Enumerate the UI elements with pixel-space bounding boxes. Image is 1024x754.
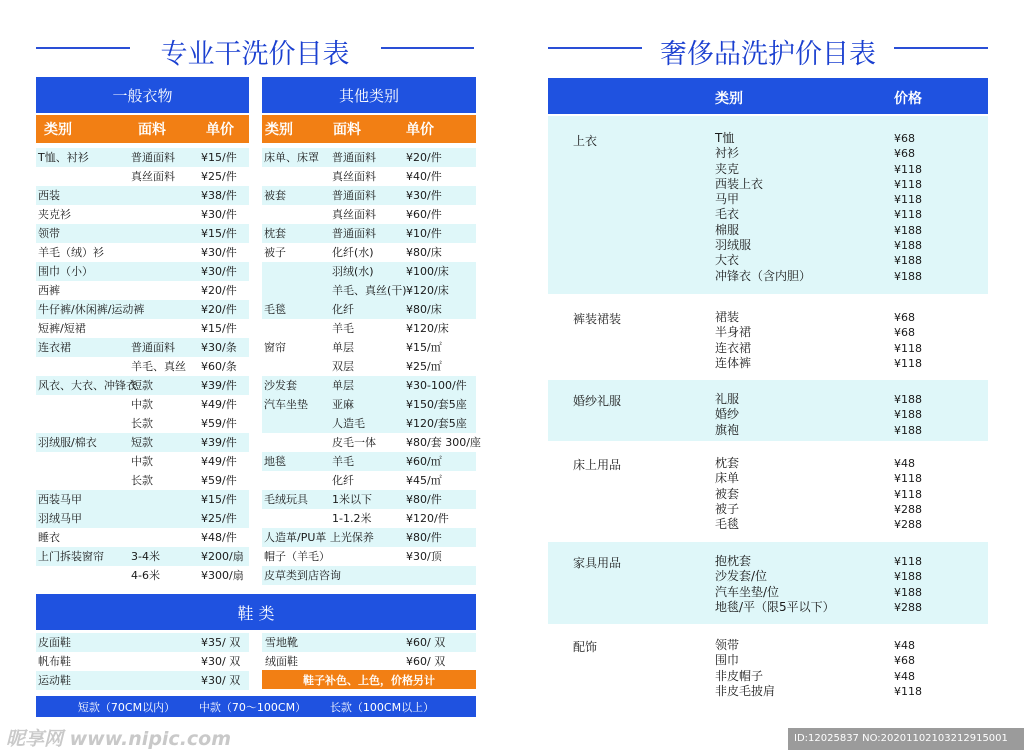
row-price: ¥30/ 双 xyxy=(201,655,241,668)
table-row xyxy=(262,471,476,490)
table-row xyxy=(262,376,476,395)
row-fabric: 单层 xyxy=(332,341,354,354)
table-row xyxy=(36,452,249,471)
row-price: ¥60/ 双 xyxy=(406,636,446,649)
row-price: ¥200/扇 xyxy=(201,550,244,563)
row-category: 沙发套 xyxy=(264,379,297,392)
row-category: 被子 xyxy=(264,246,286,259)
row-fabric: 亚麻 xyxy=(332,398,354,411)
table-row xyxy=(262,205,476,224)
group-category: 家具用品 xyxy=(573,556,622,570)
row-category: 上门拆装窗帘 xyxy=(38,550,104,563)
row-price: ¥35/ 双 xyxy=(201,636,241,649)
size-long: 长款（100CM以上） xyxy=(329,700,435,714)
item-name: 毛毯 xyxy=(715,517,740,532)
item-name: 沙发套/位 xyxy=(715,569,768,584)
row-price: ¥39/件 xyxy=(201,379,237,392)
item-name: 旗袍 xyxy=(715,422,740,437)
row-category: 短裤/短裙 xyxy=(38,322,86,335)
row-price: ¥60/件 xyxy=(406,208,442,221)
col-price: 单价 xyxy=(406,122,434,138)
row-fabric: 化纤(水) xyxy=(332,246,374,259)
row-fabric: 中款 xyxy=(131,455,153,468)
item-price: ¥118 xyxy=(894,356,922,370)
row-category: 领带 xyxy=(38,227,60,240)
group-items xyxy=(715,392,739,438)
row-category: 雪地靴 xyxy=(265,636,298,649)
item-name: 礼服 xyxy=(715,392,740,406)
row-price: ¥30/件 xyxy=(406,189,442,202)
row-category: 西装 xyxy=(38,189,60,202)
item-price: ¥48 xyxy=(894,669,915,683)
shoes-note: 鞋子补色、上色，价格另计 xyxy=(262,670,476,689)
row-category: 窗帘 xyxy=(264,341,286,354)
item-price: ¥188 xyxy=(894,223,922,237)
item-price: ¥68 xyxy=(894,326,915,340)
table-row xyxy=(262,528,476,547)
item-name: 衬衫 xyxy=(715,146,740,161)
table-row xyxy=(36,300,249,319)
item-name: 地毯/平（限5平以下） xyxy=(715,599,835,614)
table-row xyxy=(36,395,249,414)
watermark-id: ID:12025837 NO:20201102103212915001 xyxy=(788,728,1024,750)
item-name: 连衣裙 xyxy=(715,340,752,355)
table-row xyxy=(36,281,249,300)
item-name: 床单 xyxy=(715,471,740,486)
item-price: ¥188 xyxy=(894,585,922,599)
item-price: ¥188 xyxy=(894,423,922,437)
row-price: ¥15/件 xyxy=(201,227,237,240)
group-category: 配饰 xyxy=(573,640,598,654)
size-legend xyxy=(36,696,476,717)
col-price: 单价 xyxy=(206,122,234,138)
row-price: ¥80/件 xyxy=(406,493,442,506)
item-price: ¥68 xyxy=(894,654,915,668)
row-price: ¥120/床 xyxy=(406,284,449,297)
row-category: 绒面鞋 xyxy=(265,655,298,668)
row-fabric: 化纤 xyxy=(332,303,354,316)
item-name: 被套 xyxy=(715,486,740,501)
col-category: 类别 xyxy=(265,122,293,138)
item-price: ¥118 xyxy=(894,341,922,355)
table-row xyxy=(262,395,476,414)
row-category: 被套 xyxy=(264,189,286,202)
table-row xyxy=(262,633,476,652)
row-price: ¥20/件 xyxy=(201,284,237,297)
item-name: 枕套 xyxy=(715,456,740,470)
row-fabric: 中款 xyxy=(131,398,153,411)
row-price: ¥80/床 xyxy=(406,303,442,316)
item-name: 非皮帽子 xyxy=(715,668,764,683)
row-price: ¥30/件 xyxy=(201,208,237,221)
row-price: ¥30/ 双 xyxy=(201,674,241,687)
row-category: 风衣、大衣、冲锋衣 xyxy=(38,379,137,392)
row-price: ¥30/条 xyxy=(201,341,237,354)
item-price: ¥48 xyxy=(894,639,915,652)
row-fabric: 短款 xyxy=(131,379,153,392)
group-category: 床上用品 xyxy=(573,458,622,472)
group-prices xyxy=(894,392,922,438)
table-row xyxy=(36,338,249,357)
row-category: 夹克衫 xyxy=(38,208,71,221)
row-fabric: 羊毛 xyxy=(332,322,354,335)
table-row xyxy=(36,547,249,566)
row-fabric: 普通面料 xyxy=(332,189,376,202)
row-fabric: 4-6米 xyxy=(131,569,160,582)
right-title: 奢侈品洗护价目表 xyxy=(660,39,876,70)
table-row xyxy=(36,262,249,281)
row-price: ¥59/件 xyxy=(201,417,237,430)
watermark-logo: 昵享网 www.nipic.com xyxy=(6,728,232,750)
row-price: ¥80/套 300/座 xyxy=(406,436,481,449)
table-row xyxy=(262,547,476,566)
item-price: ¥118 xyxy=(894,193,922,207)
col-fabric: 面料 xyxy=(333,122,361,138)
row-price: ¥80/床 xyxy=(406,246,442,259)
item-name: 抱枕套 xyxy=(715,554,752,568)
table-row xyxy=(262,357,476,376)
row-category: 帆布鞋 xyxy=(38,655,71,668)
row-fabric: 普通面料 xyxy=(131,151,175,164)
item-name: 被子 xyxy=(715,501,740,516)
row-price: ¥49/件 xyxy=(201,398,237,411)
row-price: ¥15/件 xyxy=(201,493,237,506)
title-line xyxy=(36,47,130,49)
row-category: 羊毛（绒）衫 xyxy=(38,246,104,259)
item-name: 西装上衣 xyxy=(715,176,764,191)
table-row xyxy=(36,205,249,224)
row-category: 西裤 xyxy=(38,284,60,297)
row-price: ¥30/件 xyxy=(201,246,237,259)
table-row xyxy=(262,186,476,205)
table-row xyxy=(262,566,476,585)
row-price: ¥30-100/件 xyxy=(406,379,467,392)
row-fabric: 普通面料 xyxy=(131,341,175,354)
table-row xyxy=(262,433,481,452)
row-fabric: 羊毛、真丝(干) xyxy=(332,284,407,297)
table-row xyxy=(262,167,476,186)
item-price: ¥188 xyxy=(894,408,922,422)
row-category: 围巾（小） xyxy=(38,265,93,278)
item-price: ¥188 xyxy=(894,570,922,584)
item-price: ¥288 xyxy=(894,518,922,532)
item-price: ¥288 xyxy=(894,502,922,516)
row-fabric: 皮毛一体 xyxy=(332,436,376,449)
table-row xyxy=(262,452,476,471)
row-price: ¥48/件 xyxy=(201,531,237,544)
item-name: 毛衣 xyxy=(715,207,740,222)
row-category: 羽绒服/棉衣 xyxy=(38,436,97,449)
col-category: 类别 xyxy=(44,122,72,138)
title-line xyxy=(894,47,988,49)
row-category: 牛仔裤/休闲裤/运动裤 xyxy=(38,303,145,316)
row-price: ¥120/套5座 xyxy=(406,417,467,430)
table-row xyxy=(262,300,476,319)
left-title: 专业干洗价目表 xyxy=(160,39,350,70)
size-medium: 中款（70～100CM） xyxy=(198,700,307,714)
row-fabric: 羊毛、真丝 xyxy=(131,360,186,373)
row-category: T恤、衬衫 xyxy=(38,151,89,164)
table-row xyxy=(36,671,249,690)
row-category: 连衣裙 xyxy=(38,341,71,354)
item-name: 马甲 xyxy=(715,192,740,207)
table-row xyxy=(262,224,476,243)
group-items xyxy=(715,131,811,284)
item-price: ¥68 xyxy=(894,311,915,324)
item-price: ¥288 xyxy=(894,600,922,614)
table-row xyxy=(36,167,249,186)
item-price: ¥188 xyxy=(894,393,922,406)
col-category: 类别 xyxy=(715,91,743,107)
item-price: ¥48 xyxy=(894,457,915,470)
table-row xyxy=(262,414,476,433)
item-price: ¥188 xyxy=(894,239,922,253)
group-category: 婚纱礼服 xyxy=(573,394,622,408)
row-fabric: 化纤 xyxy=(332,474,354,487)
item-price: ¥118 xyxy=(894,555,922,568)
item-price: ¥118 xyxy=(894,684,922,698)
row-price: ¥49/件 xyxy=(201,455,237,468)
row-price: ¥300/扇 xyxy=(201,569,244,582)
row-category: 运动鞋 xyxy=(38,674,71,687)
row-price: ¥10/件 xyxy=(406,227,442,240)
table-row xyxy=(36,633,249,652)
group-category: 上衣 xyxy=(573,134,598,148)
item-name: 非皮毛披肩 xyxy=(715,683,776,698)
table-row xyxy=(262,281,476,300)
row-price: ¥100/床 xyxy=(406,265,449,278)
group-items xyxy=(715,554,835,615)
row-price: ¥25/㎡ xyxy=(406,360,442,373)
table-row xyxy=(36,376,249,395)
row-price: ¥30/件 xyxy=(201,265,237,278)
table-row xyxy=(262,319,476,338)
table-row xyxy=(36,652,249,671)
row-category: 地毯 xyxy=(264,455,286,468)
group-items xyxy=(715,456,739,532)
row-fabric: 双层 xyxy=(332,360,354,373)
item-price: ¥118 xyxy=(894,208,922,222)
item-name: T恤 xyxy=(715,131,735,145)
general-heading: 一般衣物 xyxy=(36,77,249,113)
table-row xyxy=(262,243,476,262)
size-short: 短款（70CM以内） xyxy=(77,700,176,714)
row-price: ¥40/件 xyxy=(406,170,442,183)
shoes-heading: 鞋 类 xyxy=(36,594,476,630)
row-price: ¥25/件 xyxy=(201,512,237,525)
row-price: ¥20/件 xyxy=(201,303,237,316)
table-row xyxy=(262,509,476,528)
table-row xyxy=(36,490,249,509)
luxury-group xyxy=(548,380,988,441)
row-fabric: 真丝面料 xyxy=(332,170,376,183)
item-name: 连体裤 xyxy=(715,355,752,370)
table-row xyxy=(36,357,249,376)
table-row xyxy=(262,148,476,167)
row-price: ¥20/件 xyxy=(406,151,442,164)
row-category: 帽子（羊毛） xyxy=(264,550,330,563)
luxury-column-header xyxy=(548,78,988,114)
row-fabric: 普通面料 xyxy=(332,227,376,240)
row-category: 皮草类到店咨询 xyxy=(264,569,341,582)
item-name: 羽绒服 xyxy=(715,238,752,253)
row-category: 羽绒马甲 xyxy=(38,512,82,525)
row-category: 床单、床罩 xyxy=(264,151,319,164)
row-price: ¥60/㎡ xyxy=(406,455,442,468)
row-category: 睡衣 xyxy=(38,531,60,544)
table-row xyxy=(36,224,249,243)
row-price: ¥38/件 xyxy=(201,189,237,202)
row-fabric: 普通面料 xyxy=(332,151,376,164)
luxury-group xyxy=(548,444,988,540)
row-fabric: 羊毛 xyxy=(332,455,354,468)
row-price: ¥80/件 xyxy=(406,531,442,544)
row-fabric: 短款 xyxy=(131,436,153,449)
table-row xyxy=(36,471,249,490)
row-fabric: 真丝面料 xyxy=(131,170,175,183)
row-fabric: 长款 xyxy=(131,417,153,430)
table-row xyxy=(36,566,249,585)
item-price: ¥188 xyxy=(894,269,922,283)
item-price: ¥68 xyxy=(894,147,915,161)
row-category: 皮面鞋 xyxy=(38,636,71,649)
row-fabric: 1米以下 xyxy=(332,493,372,506)
title-line xyxy=(381,47,474,49)
item-name: 夹克 xyxy=(715,161,740,176)
row-fabric: 羽绒(水) xyxy=(332,265,374,278)
row-price: ¥15/件 xyxy=(201,151,237,164)
row-price: ¥150/套5座 xyxy=(406,398,467,411)
item-name: 大衣 xyxy=(715,253,740,268)
table-row xyxy=(36,148,249,167)
row-price: ¥60/ 双 xyxy=(406,655,446,668)
row-category: 枕套 xyxy=(264,227,286,240)
luxury-group xyxy=(548,542,988,624)
row-price: ¥30/顶 xyxy=(406,550,442,563)
luxury-group xyxy=(548,298,988,378)
row-price: ¥15/㎡ xyxy=(406,341,442,354)
table-row xyxy=(36,528,249,547)
group-prices xyxy=(894,456,922,532)
table-row xyxy=(262,338,476,357)
item-name: 裙装 xyxy=(715,310,740,324)
table-row xyxy=(262,490,476,509)
general-column-header xyxy=(36,115,249,143)
item-price: ¥68 xyxy=(894,132,915,145)
table-row xyxy=(36,509,249,528)
row-price: ¥25/件 xyxy=(201,170,237,183)
table-row xyxy=(36,433,249,452)
item-name: 婚纱 xyxy=(715,407,740,422)
table-row xyxy=(36,243,249,262)
group-items xyxy=(715,638,775,699)
item-name: 领带 xyxy=(715,638,740,652)
group-prices xyxy=(894,131,922,284)
table-row xyxy=(36,186,249,205)
col-price: 价格 xyxy=(894,91,922,107)
row-price: ¥39/件 xyxy=(201,436,237,449)
row-category: 汽车坐垫 xyxy=(264,398,308,411)
group-prices xyxy=(894,554,922,615)
item-name: 汽车坐垫/位 xyxy=(715,584,780,599)
item-price: ¥118 xyxy=(894,162,922,176)
row-category: 西装马甲 xyxy=(38,493,82,506)
other-column-header xyxy=(262,115,476,143)
table-row xyxy=(262,262,476,281)
group-prices xyxy=(894,310,922,371)
row-category: 毛毯 xyxy=(264,303,286,316)
item-price: ¥188 xyxy=(894,254,922,268)
item-name: 棉服 xyxy=(715,222,740,237)
row-category: 人造革/PU革 上光保养 xyxy=(264,531,374,544)
row-category: 毛绒玩具 xyxy=(264,493,308,506)
item-price: ¥118 xyxy=(894,472,922,486)
item-name: 冲锋衣（含内胆） xyxy=(715,268,812,283)
item-name: 半身裙 xyxy=(715,325,752,340)
luxury-group xyxy=(548,116,988,294)
col-fabric: 面料 xyxy=(138,122,166,138)
table-row xyxy=(36,319,249,338)
row-fabric: 真丝面料 xyxy=(332,208,376,221)
item-price: ¥118 xyxy=(894,487,922,501)
group-items xyxy=(715,310,751,371)
row-fabric: 人造毛 xyxy=(332,417,365,430)
item-name: 围巾 xyxy=(715,653,740,668)
table-row xyxy=(262,652,476,671)
row-price: ¥120/床 xyxy=(406,322,449,335)
row-price: ¥15/件 xyxy=(201,322,237,335)
row-fabric: 长款 xyxy=(131,474,153,487)
group-prices xyxy=(894,638,922,699)
row-fabric: 3-4米 xyxy=(131,550,160,563)
item-price: ¥118 xyxy=(894,177,922,191)
other-heading: 其他类别 xyxy=(262,77,476,113)
row-fabric: 单层 xyxy=(332,379,354,392)
row-price: ¥45/㎡ xyxy=(406,474,442,487)
title-line xyxy=(548,47,642,49)
group-category: 裤装裙装 xyxy=(573,312,622,326)
luxury-group xyxy=(548,626,988,700)
table-row xyxy=(36,414,249,433)
row-fabric: 1-1.2米 xyxy=(332,512,372,525)
row-price: ¥60/条 xyxy=(201,360,237,373)
row-price: ¥59/件 xyxy=(201,474,237,487)
row-price: ¥120/件 xyxy=(406,512,449,525)
